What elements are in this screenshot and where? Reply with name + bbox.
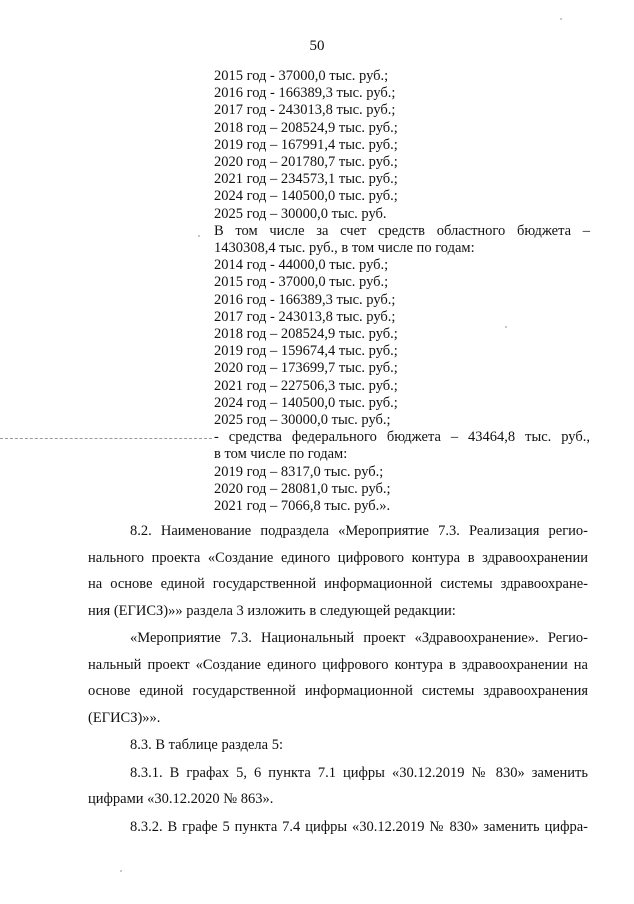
paragraph-8-3 (88, 732, 588, 759)
list-item: 2017 год - 243013,8 тыс. руб.; (214, 102, 396, 119)
paragraph-line: основе единой государственной информационной системы здравоохранения (88, 683, 588, 699)
regional-by-year-list (214, 257, 590, 429)
list-item: 2021 год – 227506,3 тыс. руб.; (214, 377, 398, 394)
paragraph-line: 8.3. В таблице раздела 5: (130, 737, 283, 753)
regional-budget-intro: В том числе за счет средств областного бюджета – (214, 222, 590, 239)
financing-block (214, 68, 590, 515)
scan-speck (120, 870, 122, 872)
list-item: 2016 год - 166389,3 тыс. руб.; (214, 85, 396, 102)
paragraph-line: 8.2. Наименование подраздела «Мероприятие 7.3. Реализация регио- (130, 523, 588, 539)
list-item: 2025 год – 30000,0 тыс. руб.; (214, 412, 391, 429)
paragraph-line: (ЕГИСЗ)»». (88, 709, 161, 726)
list-item: 2021 год – 234573,1 тыс. руб.; (214, 171, 398, 188)
paragraph-line: на основе единой государственной информационной системы здравоохране- (88, 576, 588, 592)
list-item: 2019 год – 8317,0 тыс. руб.; (214, 463, 384, 480)
list-item: 2020 год – 201780,7 тыс. руб.; (214, 154, 398, 171)
paragraph-line: 8.3.1. В графах 5, 6 пункта 7.1 цифры «30.12.2019 № 830» заменить (130, 764, 588, 781)
quoted-heading (88, 625, 588, 731)
page-number: 50 (309, 38, 325, 54)
list-item: 2024 год – 140500,0 тыс. руб.; (214, 394, 398, 411)
list-item: 2018 год – 208524,9 тыс. руб.; (214, 326, 398, 343)
list-item: 2021 год – 7066,8 тыс. руб.». (214, 498, 391, 515)
paragraph-8-3-2 (88, 814, 588, 841)
federal-by-year-list (214, 464, 590, 516)
list-item: 2015 год - 37000,0 тыс. руб.; (214, 274, 389, 291)
paragraph-line: цифрами «30.12.2020 № 863». (88, 791, 274, 807)
list-item: 2019 год – 159674,4 тыс. руб.; (214, 343, 398, 360)
total-by-year-list (214, 68, 590, 223)
scan-speck (198, 235, 200, 237)
federal-budget-intro: - средства федерального бюджета – 43464,8 тыс. руб., (214, 429, 590, 446)
paragraph-line: ния (ЕГИСЗ)»» раздела 3 изложить в следующей редакции: (88, 602, 456, 619)
list-item: 2014 год - 44000,0 тыс. руб.; (214, 257, 389, 274)
paragraph-line: 8.3.2. В графе 5 пункта 7.4 цифры «30.12.2019 № 830» заменить цифра- (130, 818, 588, 835)
list-item: 2017 год - 243013,8 тыс. руб.; (214, 308, 396, 325)
paragraph-line: нального проекта «Создание единого цифрового контура в здравоохранении (88, 549, 588, 566)
paragraph-8-2 (88, 518, 588, 624)
paragraph-8-3-1 (88, 760, 588, 813)
amendments-block (88, 518, 588, 840)
scan-speck (505, 326, 507, 328)
paragraph-line: «Мероприятие 7.3. Национальный проект «Здравоохранение». Регио- (130, 630, 588, 646)
list-item: 2024 год – 140500,0 тыс. руб.; (214, 188, 398, 205)
list-item: 2015 год - 37000,0 тыс. руб.; (214, 68, 389, 84)
scan-speck (560, 18, 562, 20)
margin-dash-line (0, 438, 212, 439)
list-item: 2020 год – 173699,7 тыс. руб.; (214, 360, 398, 377)
list-item: 2016 год - 166389,3 тыс. руб.; (214, 291, 396, 308)
paragraph-line: нальный проект «Создание единого цифрового контура в здравоохранении на (88, 656, 588, 673)
list-item: 2018 год – 208524,9 тыс. руб.; (214, 119, 398, 136)
regional-budget-intro-cont: 1430308,4 тыс. руб., в том числе по годам: (214, 240, 475, 257)
list-item: 2019 год – 167991,4 тыс. руб.; (214, 136, 398, 153)
federal-budget-intro-cont: в том числе по годам: (214, 446, 348, 463)
list-item: 2025 год – 30000,0 тыс. руб. (214, 205, 387, 222)
list-item: 2020 год – 28081,0 тыс. руб.; (214, 480, 391, 497)
